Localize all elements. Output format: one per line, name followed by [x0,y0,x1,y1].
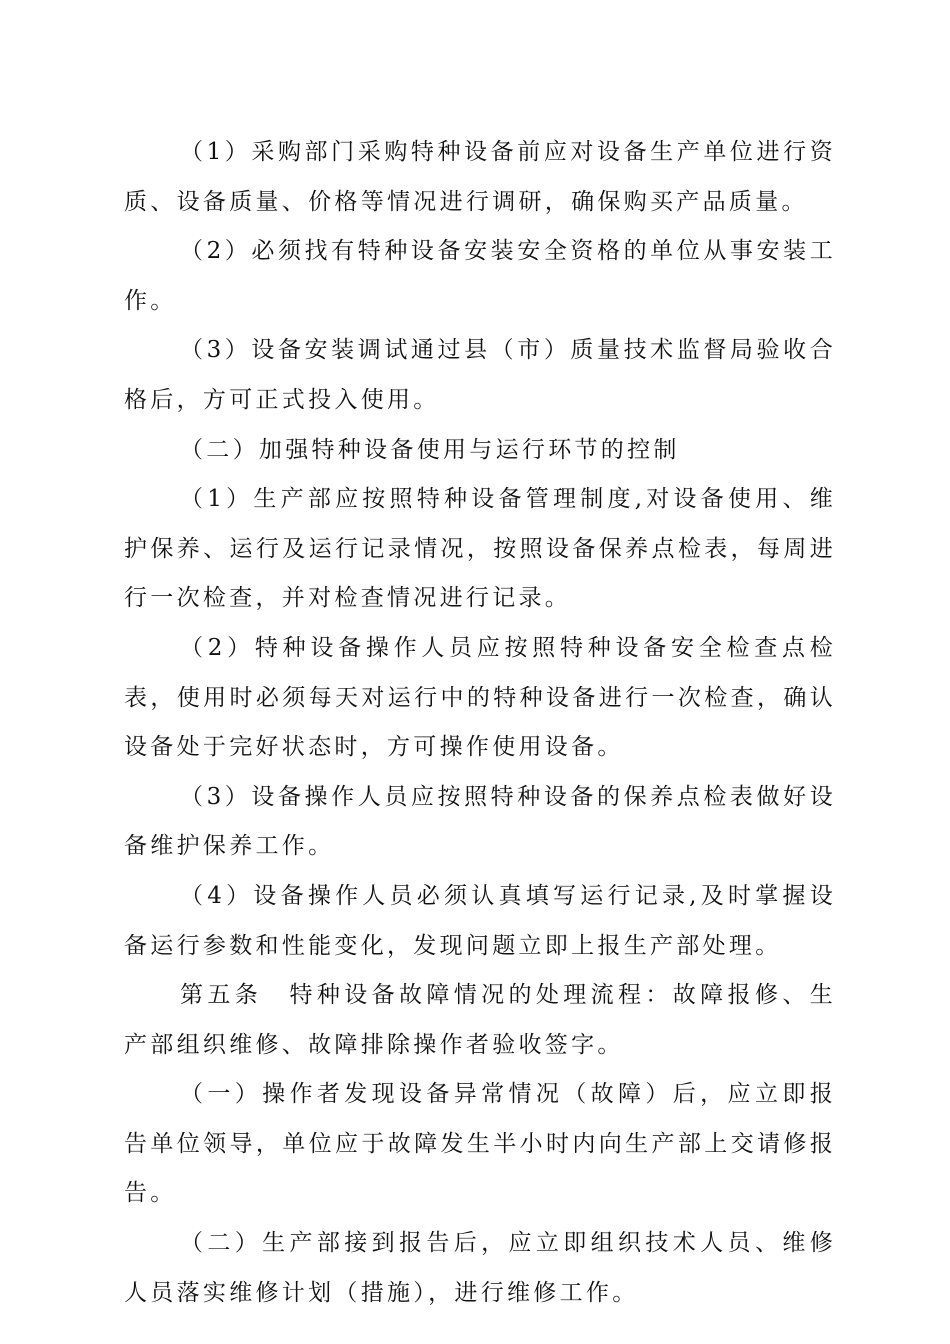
document-body [124,128,836,1318]
article-five-fault-process: 第五条 特种设备故障情况的处理流程：故障报修、生产部组织维修、故障排除操作者验收签字。 [124,982,836,1058]
paragraph-procurement-qualification: （1）采购部门采购特种设备前应对设备生产单位进行资质、设备质量、价格等情况进行调研，确保购买产品质量。 [124,139,836,215]
paragraph-repair-organization: （二）生产部接到报告后，应立即组织技术人员、维修人员落实维修计划（措施），进行维修工作。 [124,1230,836,1306]
paragraph-daily-check: （2）特种设备操作人员应按照特种设备安全检查点检表，使用时必须每天对运行中的特种设备进行一次检查，确认设备处于完好状态时，方可操作使用设备。 [124,634,836,761]
paragraph-weekly-inspection: （1）生产部应按照特种设备管理制度,对设备使用、维护保养、运行及运行记录情况，按照设备保养点检表，每周进行一次检查，并对检查情况进行记录。 [124,486,836,612]
paragraph-fault-report: （一）操作者发现设备异常情况（故障）后，应立即报告单位领导，单位应于故障发生半小时内向生产部上交请修报告。 [124,1081,836,1207]
section-heading-usage-control: （二）加强特种设备使用与运行环节的控制 [180,436,680,463]
paragraph-maintenance: （3）设备操作人员应按照特种设备的保养点检表做好设备维护保养工作。 [124,783,836,860]
paragraph-acceptance: （3）设备安装调试通过县（市）质量技术监督局验收合格后，方可正式投入使用。 [124,337,836,413]
paragraph-installation-unit: （2）必须找有特种设备安装安全资格的单位从事安装工作。 [124,238,836,314]
paragraph-operation-records: （4）设备操作人员必须认真填写运行记录,及时掌握设备运行参数和性能变化，发现问题立即上报生产部处理。 [124,882,836,959]
